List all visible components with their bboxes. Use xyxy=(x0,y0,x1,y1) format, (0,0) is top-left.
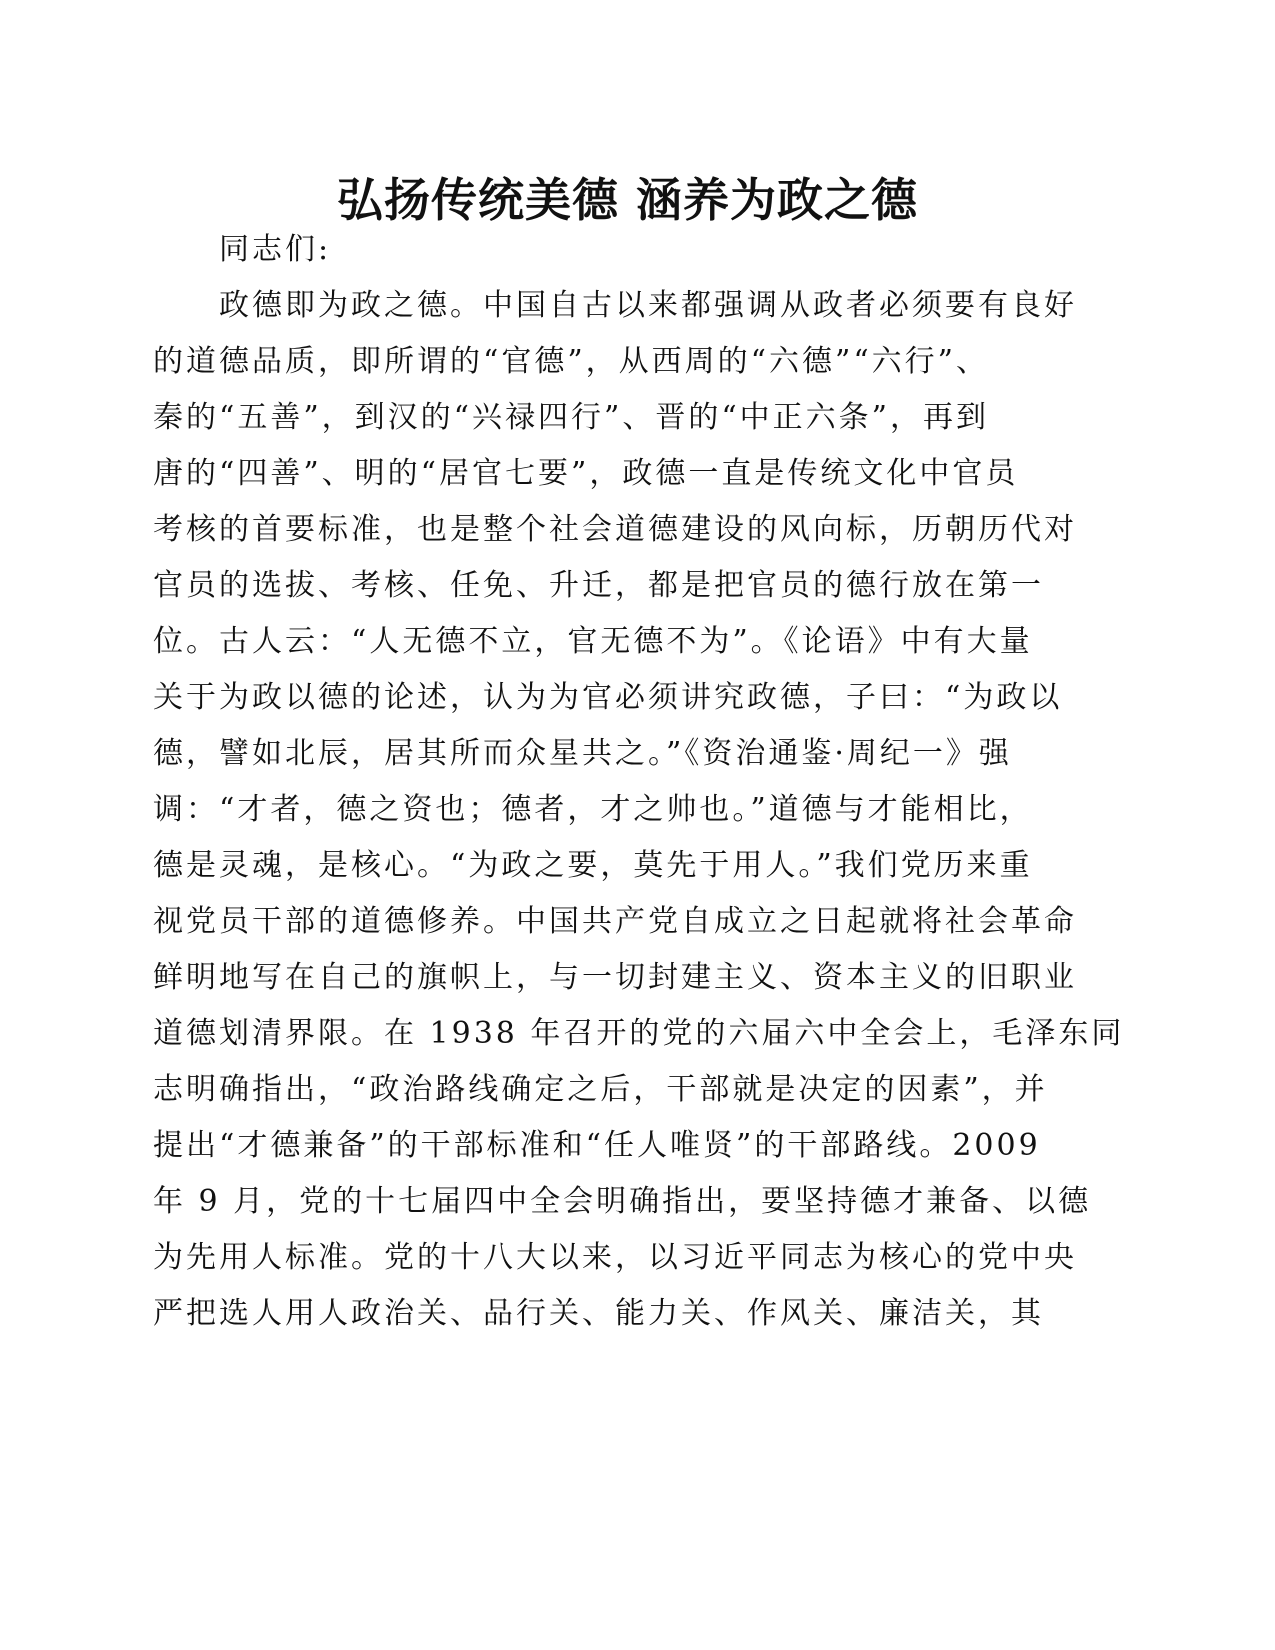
paragraph-line: 德，譬如北辰，居其所而众星共之。”《资治通鉴·周纪一》强 xyxy=(153,736,1012,771)
paragraph-line: 唐的“四善”、明的“居官七要”，政德一直是传统文化中官员 xyxy=(153,456,1019,491)
paragraph-line: 调：“才者，德之资也；德者，才之帅也。”道德与才能相比， xyxy=(153,792,1033,827)
salutation: 同志们: xyxy=(219,232,332,267)
paragraph-line: 政德即为政之德。中国自古以来都强调从政者必须要有良好 xyxy=(219,288,1077,323)
paragraph-line: 为先用人标准。党的十八大以来，以习近平同志为核心的党中央 xyxy=(153,1240,1077,1275)
paragraph-line: 位。古人云：“人无德不立，官无德不为”。《论语》中有大量 xyxy=(153,624,1033,659)
paragraph-line: 秦的“五善”，到汉的“兴禄四行”、晋的“中正六条”，再到 xyxy=(153,400,990,435)
paragraph-line: 德是灵魂，是核心。“为政之要，莫先于用人。”我们党历来重 xyxy=(153,848,1033,883)
paragraph-line: 严把选人用人政治关、品行关、能力关、作风关、廉洁关，其 xyxy=(153,1296,1044,1331)
paragraph-line: 视党员干部的道德修养。中国共产党自成立之日起就将社会革命 xyxy=(153,904,1077,939)
paragraph-line: 志明确指出，“政治路线确定之后，干部就是决定的因素”，并 xyxy=(153,1072,1048,1107)
paragraph-line: 关于为政以德的论述，认为为官必须讲究政德，子曰：“为政以 xyxy=(153,680,1063,715)
paragraph-line: 官员的选拔、考核、任免、升迁，都是把官员的德行放在第一 xyxy=(153,568,1044,603)
paragraph-line: 道德划清界限。在 1938 年召开的党的六届六中全会上，毛泽东同 xyxy=(153,1016,1125,1051)
paragraph-line: 年 9 月，党的十七届四中全会明确指出，要坚持德才兼备、以德 xyxy=(153,1184,1092,1219)
paragraph-line: 的道德品质，即所谓的“官德”，从西周的“六德”“六行”、 xyxy=(153,344,990,379)
paragraph-line: 考核的首要标准，也是整个社会道德建设的风向标，历朝历代对 xyxy=(153,512,1077,547)
paragraph-line: 鲜明地写在自己的旗帜上，与一切封建主义、资本主义的旧职业 xyxy=(153,960,1077,995)
document-title: 弘扬传统美德 涵养为政之德 xyxy=(336,173,918,227)
paragraph-line: 提出“才德兼备”的干部标准和“任人唯贤”的干部路线。2009 xyxy=(153,1128,1041,1163)
